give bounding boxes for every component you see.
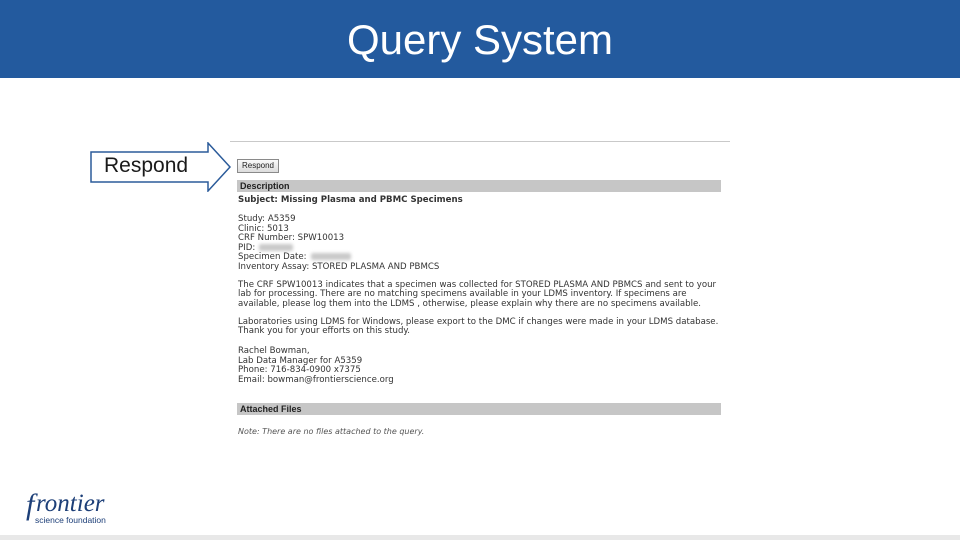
attached-files-header: Attached Files [237, 403, 721, 415]
pid-label: PID: [238, 242, 256, 253]
inventory-assay-line: Inventory Assay: STORED PLASMA AND PBMCS [238, 261, 440, 272]
callout-label: Respond [104, 154, 189, 177]
crf-number-line: CRF Number: SPW10013 [238, 233, 345, 243]
redacted-pid [259, 244, 293, 251]
frontier-logo [26, 490, 116, 528]
description-header: Description [237, 180, 721, 192]
query-subject: Subject: Missing Plasma and PBMC Specimens [238, 195, 463, 205]
query-detail-panel [230, 141, 730, 441]
study-line: Study: A5359 [238, 214, 296, 224]
specimen-date-line [238, 253, 351, 262]
signature-name: Rachel Bowman, [238, 346, 310, 356]
signature-phone: Phone: 716-834-0900 x7375 [238, 365, 361, 375]
clinic-line: Clinic: 5013 [238, 223, 289, 234]
footer-strip [0, 535, 960, 540]
respond-button[interactable]: Respond [237, 159, 279, 173]
divider [230, 141, 730, 142]
logo-subtitle: science foundation [35, 515, 106, 525]
signature-role: Lab Data Manager for A5359 [238, 355, 363, 366]
redacted-date [311, 253, 351, 260]
attached-files-note: Note: There are no files attached to the query. [238, 427, 425, 436]
title-banner [0, 0, 960, 78]
page-title: Query System [346, 16, 614, 63]
signature-email: Email: bowman@frontierscience.org [238, 374, 394, 385]
logo-initial: f [26, 488, 35, 521]
message-paragraph-2: Laboratories using LDMS for Windows, please export to the DMC if changes were made in your LDMS database. Thank you for your efforts on this study. [238, 317, 719, 337]
logo-wordmark: rontier [36, 490, 105, 517]
message-paragraph-1: The CRF SPW10013 indicates that a specimen was collected for STORED PLASMA AND PBMCS and sent to your lab for processing. There are no matching specimens available in your LDMS inventory. If specimens are available, please log them into the LDMS , otherwise, please explain why there are no specimens available. [238, 280, 717, 309]
specimen-date-label: Specimen Date: [238, 252, 307, 262]
